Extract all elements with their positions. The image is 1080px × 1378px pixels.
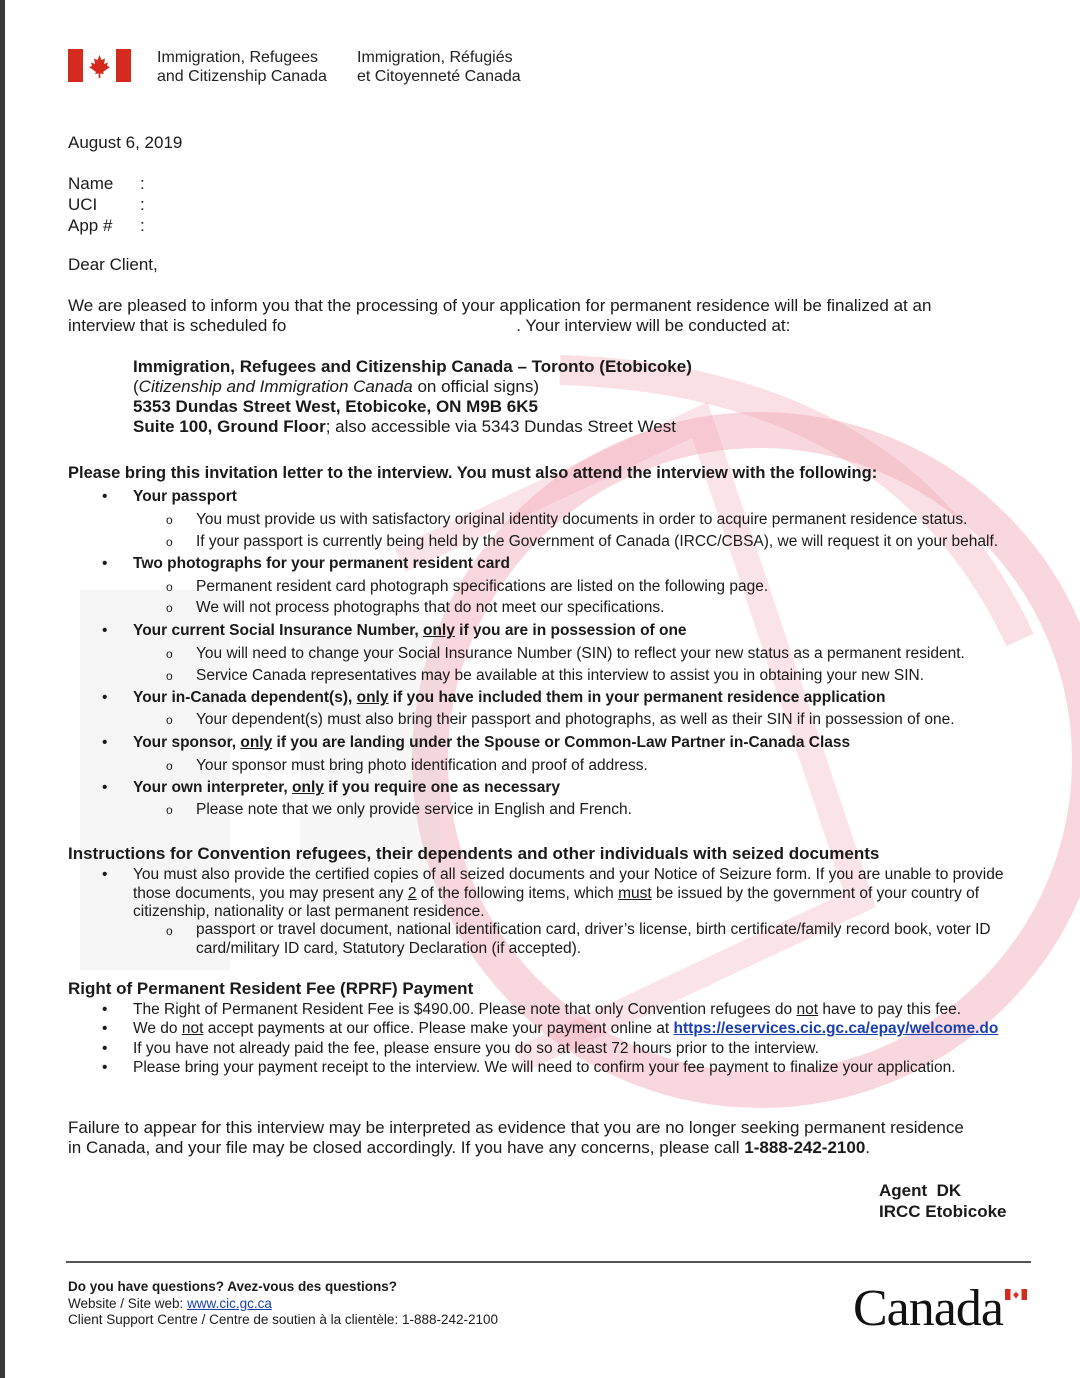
bring-item-photographs: • Two photographs for your permanent resident card	[133, 555, 510, 573]
rprf-item: • We do not accept payments at our office. Please make your payment online at https://eservices.cic.gc.ca/epay/welcome.do	[133, 1020, 998, 1038]
failure-paragraph: Failure to appear for this interview may be interpreted as evidence that you are no longer seeking permanent residence in Canada, and your file may be closed accordingly. If you have any concerns, please call 1-888-242-2100.	[68, 1118, 964, 1157]
bring-item-passport: • Your passport	[133, 488, 237, 506]
bring-sub: o Permanent resident card photograph specifications are listed on the following page.	[196, 578, 768, 596]
bring-sub: o Your dependent(s) must also bring their passport and photographs, as well as their SIN if in possession of one.	[196, 711, 955, 729]
footer-divider	[66, 1261, 1031, 1263]
department-name-en: Immigration, Refugees and Citizenship Canada	[157, 49, 327, 85]
wordmark-flag-icon	[1005, 1289, 1027, 1300]
canada-wordmark: Canada	[853, 1279, 1033, 1339]
convention-heading: Instructions for Convention refugees, their dependents and other individuals with seized documents	[68, 844, 880, 863]
bring-sub: o Your sponsor must bring photo identification and proof of address.	[196, 757, 648, 775]
bring-sub: o We will not process photographs that do not meet our specifications.	[196, 599, 664, 617]
bring-item-dependents: • Your in-Canada dependent(s), only if you have included them in your permanent residence application	[133, 689, 885, 707]
bring-item-sponsor: • Your sponsor, only if you are landing under the Spouse or Common-Law Partner in-Canada Class	[133, 734, 850, 752]
convention-paragraph: • You must also provide the certified copies of all seized documents and your Notice of Seizure form. If you are unable to provide those documents, you may present any 2 of the following items, which must be issued by the government of your country of citizenship, nationality or last permanent residence.	[133, 866, 1013, 922]
canada-flag-icon	[68, 49, 131, 82]
rprf-heading: Right of Permanent Resident Fee (RPRF) Payment	[68, 979, 474, 998]
epay-link[interactable]: https://eservices.cic.gc.ca/epay/welcome.do	[673, 1020, 999, 1037]
field-name: Name :	[68, 174, 145, 193]
bring-sub: o You must provide us with satisfactory original identity documents in order to acquire permanent residence status.	[196, 511, 967, 529]
bring-sub: o Please note that we only provide service in English and French.	[196, 801, 632, 819]
interview-address: Immigration, Refugees and Citizenship Canada – Toronto (Etobicoke) (Citizenship and Immigration Canada on official signs) 5353 Dundas Street West, Etobicoke, ON M9B 6K5 Suite 100, Ground Floor; also accessible via 5343 Dundas Street West	[133, 357, 692, 436]
bring-sub: o Service Canada representatives may be available at this interview to assist you in obtaining your new SIN.	[196, 667, 924, 685]
rprf-item: • If you have not already paid the fee, please ensure you do so at least 72 hours prior to the interview.	[133, 1040, 819, 1058]
bring-heading: Please bring this invitation letter to the interview. You must also attend the interview with the following:	[68, 464, 878, 482]
salutation: Dear Client,	[68, 255, 158, 274]
letter-date: August 6, 2019	[68, 133, 183, 152]
bring-item-sin: • Your current Social Insurance Number, only if you are in possession of one	[133, 622, 687, 640]
rprf-item: • Please bring your payment receipt to the interview. We will need to confirm your fee payment to finalize your application.	[133, 1059, 956, 1077]
convention-sub: o passport or travel document, national identification card, driver’s license, birth certificate/family record book, voter ID card/military ID card, Statutory Declaration (if accepted).	[196, 920, 1026, 958]
recipient-fields	[68, 173, 145, 236]
bring-sub: o If your passport is currently being held by the Government of Canada (IRCC/CBSA), we will request it on your behalf.	[196, 533, 998, 551]
intro-paragraph: We are pleased to inform you that the processing of your application for permanent residence will be finalized at an interview that is scheduled fo . Your interview will be conducted at:	[68, 296, 932, 335]
signature-block: Agent DK IRCC Etobicoke	[879, 1181, 1007, 1221]
field-app-number: App # :	[68, 216, 145, 235]
department-name-fr: Immigration, Réfugiés et Citoyenneté Canada	[357, 49, 521, 85]
bring-item-interpreter: • Your own interpreter, only if you require one as necessary	[133, 779, 560, 797]
footer: Do you have questions? Avez-vous des questions? Website / Site web: www.cic.gc.ca Client Support Centre / Centre de soutien à la clientèle: 1-888-242-2100	[68, 1279, 499, 1327]
bring-sub: o You will need to change your Social Insurance Number (SIN) to reflect your new status as a permanent resident.	[196, 645, 965, 663]
field-uci: UCI :	[68, 195, 145, 214]
website-link[interactable]: www.cic.gc.ca	[187, 1295, 272, 1311]
rprf-item: • The Right of Permanent Resident Fee is $490.00. Please note that only Convention refugees do not have to pay this fee.	[133, 1001, 961, 1019]
